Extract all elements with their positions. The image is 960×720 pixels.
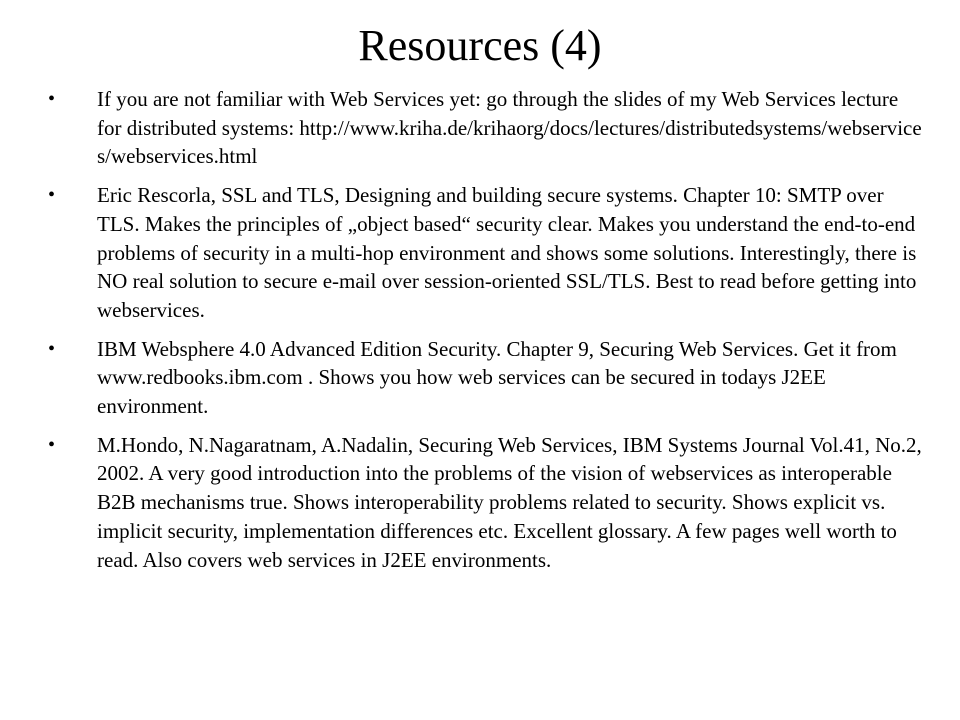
resource-item-ssl-tls-book	[0, 181, 960, 325]
resource-text: IBM Websphere 4.0 Advanced Edition Security. Chapter 9, Securing Web Services. Get it from www.redbooks.ibm.com . Shows you how web services can be secured in todays J2EE environment.	[97, 336, 897, 419]
resource-text: M.Hondo, N.Nagaratnam, A.Nadalin, Securing Web Services, IBM Systems Journal Vol.41, No.2, 2002. A very good introduction into the problems of the vision of webservices as interoperable B2B mechanisms true. Shows interoperability problems related to security. Shows explicit vs. implicit security, implementation differences etc. Excellent glossary. A few pages well worth to read. Also covers web services in J2EE environments.	[97, 432, 922, 572]
bullet-icon: •	[48, 433, 56, 456]
resource-item-websphere-security	[0, 335, 960, 421]
resource-text	[97, 85, 927, 171]
bullet-icon: •	[48, 88, 56, 110]
slide-title: Resources (4)	[358, 21, 602, 70]
resource-description: If you are not familiar with Web Services yet: go through the slides of my Web Services lecture for distributed systems:	[97, 87, 899, 140]
resource-url: http://www.kriha.de/krihaorg/docs/lectures/distributedsystems/webservices/webservices.html	[97, 115, 922, 169]
resource-item-web-services-lecture	[0, 85, 960, 171]
bullet-icon: •	[48, 337, 56, 360]
resource-text: Eric Rescorla, SSL and TLS, Designing and building secure systems. Chapter 10: SMTP over TLS. Makes the principles of „object based“ security clear. Makes you understand the end-to-end problems of security in a multi-hop environment and shows some solutions. Interestingly, there is NO real solution to secure e-mail over session-oriented SSL/TLS. Best to read before getting into webservices.	[97, 183, 917, 322]
resource-list	[0, 85, 960, 584]
resource-item-ibm-systems-journal	[0, 431, 960, 575]
bullet-icon: •	[48, 184, 56, 207]
